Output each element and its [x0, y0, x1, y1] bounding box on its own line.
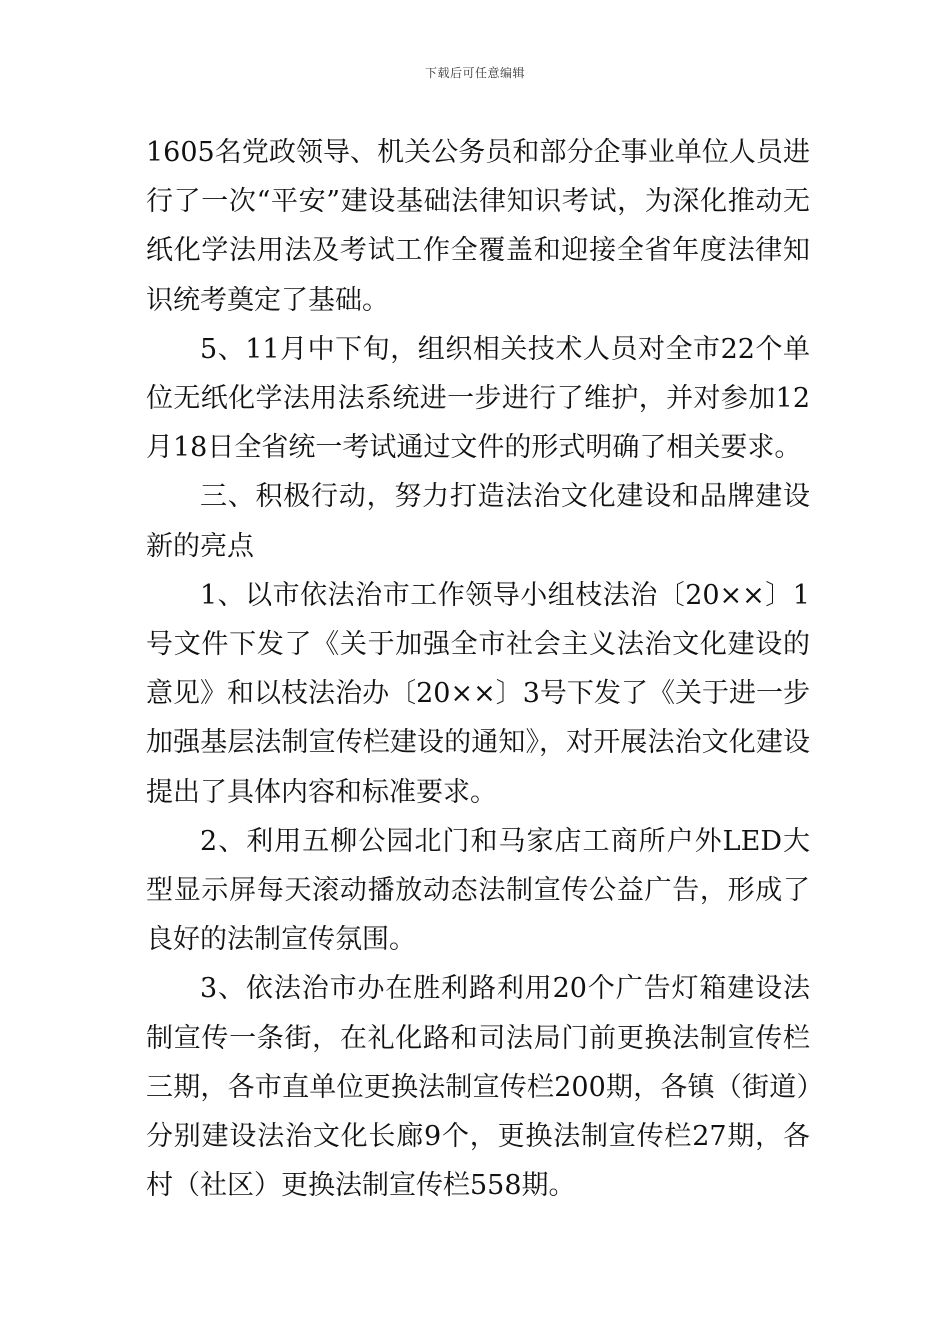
- paragraph-system-maintenance: 5、11月中下旬，组织相关技术人员对全市22个单位无纸化学法用法系统进一步进行了维护，并对参加12月18日全省统一考试通过文件的形式明确了相关要求。: [146, 333, 810, 464]
- paragraph-publicity-boards: 3、依法治市办在胜利路利用20个广告灯箱建设法制宣传一条街，在礼化路和司法局门前更换法制宣传栏三期，各市直单位更换法制宣传栏200期，各镇（街道）分别建设法治文化长廊9个，更换法制宣传栏27期，各村（社区）更换法制宣传栏558期。: [146, 973, 810, 1202]
- paragraph-led-screen: 2、利用五柳公园北门和马家店工商所户外LED大型显示屏每天滚动播放动态法制宣传公益广告，形成了良好的法制宣传氛围。: [146, 825, 810, 956]
- document-body: [146, 128, 810, 1210]
- paragraph-documents-issued: 1、以市依法治市工作领导小组枝法治〔20××〕1号文件下发了《关于加强全市社会主义法治文化建设的意见》和以枝法治办〔20××〕3号下发了《关于进一步加强基层法制宣传栏建设的通知》，对开展法治文化建设提出了具体内容和标准要求。: [146, 579, 810, 808]
- page-header: 下载后可任意编辑: [424, 66, 525, 80]
- paragraph-exam-summary: 1605名党政领导、机关公务员和部分企事业单位人员进行了一次“平安”建设基础法律知识考试，为深化推动无纸化学法用法及考试工作全覆盖和迎接全省年度法律知识统考奠定了基础。: [146, 137, 810, 316]
- section-heading-legal-culture: 三、积极行动，努力打造法治文化建设和品牌建设新的亮点: [146, 481, 810, 562]
